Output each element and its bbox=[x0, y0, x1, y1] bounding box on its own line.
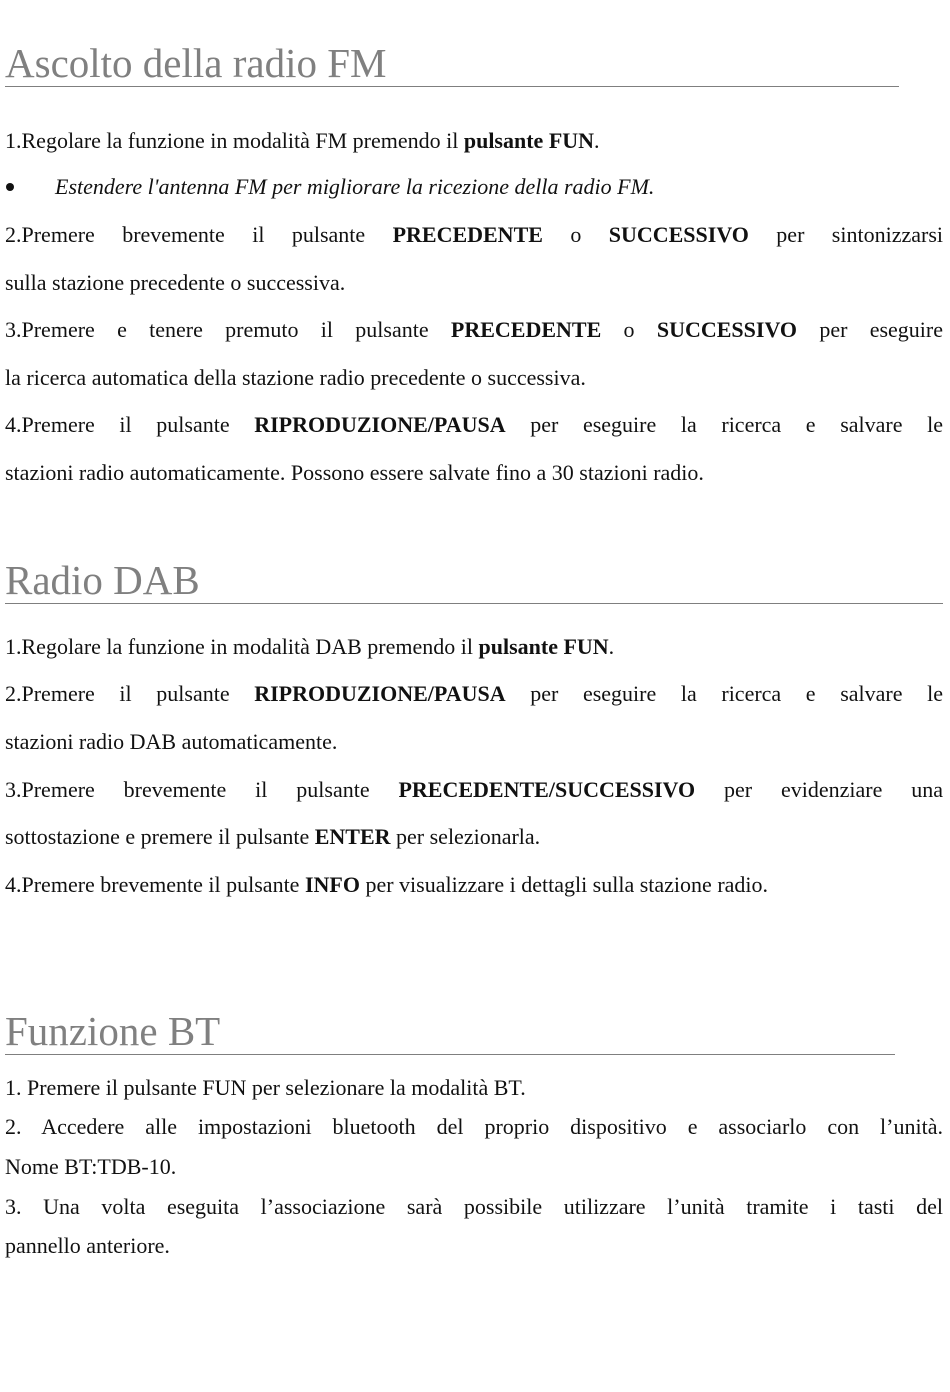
fm-step-3-cont: la ricerca automatica della stazione radio precedente o successiva. bbox=[5, 365, 586, 390]
fm-step-2-cont: sulla stazione precedente o successiva. bbox=[5, 270, 346, 295]
bt-step-2: 2. Accedere alle impostazioni bluetooth del proprio dispositivo e associarlo con l’unità. bbox=[5, 1114, 943, 1139]
fm-step-3: 3.Premere e tenere premuto il pulsante PRECEDENTE o SUCCESSIVO per eseguire bbox=[5, 317, 944, 342]
fm-step-1 bbox=[5, 128, 600, 154]
fm-step-1-bold: pulsante FUN bbox=[463, 128, 595, 153]
dab-step-2: 2.Premere il pulsante RIPRODUZIONE/PAUSA per eseguire la ricerca e salvare le bbox=[5, 681, 943, 706]
dab-step-1: 1.Regolare la funzione in modalità DAB premendo il pulsante FUN. bbox=[5, 634, 615, 659]
bt-step-3-cont: pannello anteriore. bbox=[5, 1233, 170, 1258]
bt-step-3: 3. Una volta eseguita l’associazione sarà possibile utilizzare l’unità tramite i tasti del bbox=[5, 1194, 943, 1219]
fm-step-1-end: . bbox=[594, 128, 600, 153]
section-title-bt: Funzione BT bbox=[5, 1011, 895, 1055]
section-title-dab: Radio DAB bbox=[5, 560, 943, 604]
section-title-fm: Ascolto della radio FM bbox=[5, 43, 899, 87]
dab-step-3-cont: sottostazione e premere il pulsante ENTER per selezionarla. bbox=[5, 824, 541, 849]
fm-step-2: 2.Premere brevemente il pulsante PRECEDENTE o SUCCESSIVO per sintonizzarsi bbox=[5, 222, 943, 247]
bt-step-1: 1. Premere il pulsante FUN per selezionare la modalità BT. bbox=[5, 1075, 526, 1100]
fm-bullet-text: Estendere l'antenna FM per migliorare la ricezione della radio FM. bbox=[55, 174, 655, 199]
fm-step-1-text: 1.Regolare la funzione in modalità FM premendo il bbox=[5, 128, 464, 153]
fm-bullet bbox=[5, 174, 655, 200]
fm-step-4-cont: stazioni radio automaticamente. Possono essere salvate fino a 30 stazioni radio. bbox=[5, 460, 704, 485]
bt-step-2-name: Nome BT:TDB-10. bbox=[5, 1154, 177, 1179]
dab-step-2-cont: stazioni radio DAB automaticamente. bbox=[5, 729, 338, 754]
dab-step-4: 4.Premere brevemente il pulsante INFO per visualizzare i dettagli sulla stazione radio. bbox=[5, 872, 769, 897]
dab-step-3: 3.Premere brevemente il pulsante PRECEDENTE/SUCCESSIVO per evidenziare una bbox=[5, 777, 943, 802]
bullet-icon bbox=[6, 183, 14, 191]
fm-step-4: 4.Premere il pulsante RIPRODUZIONE/PAUSA per eseguire la ricerca e salvare le bbox=[5, 412, 943, 437]
